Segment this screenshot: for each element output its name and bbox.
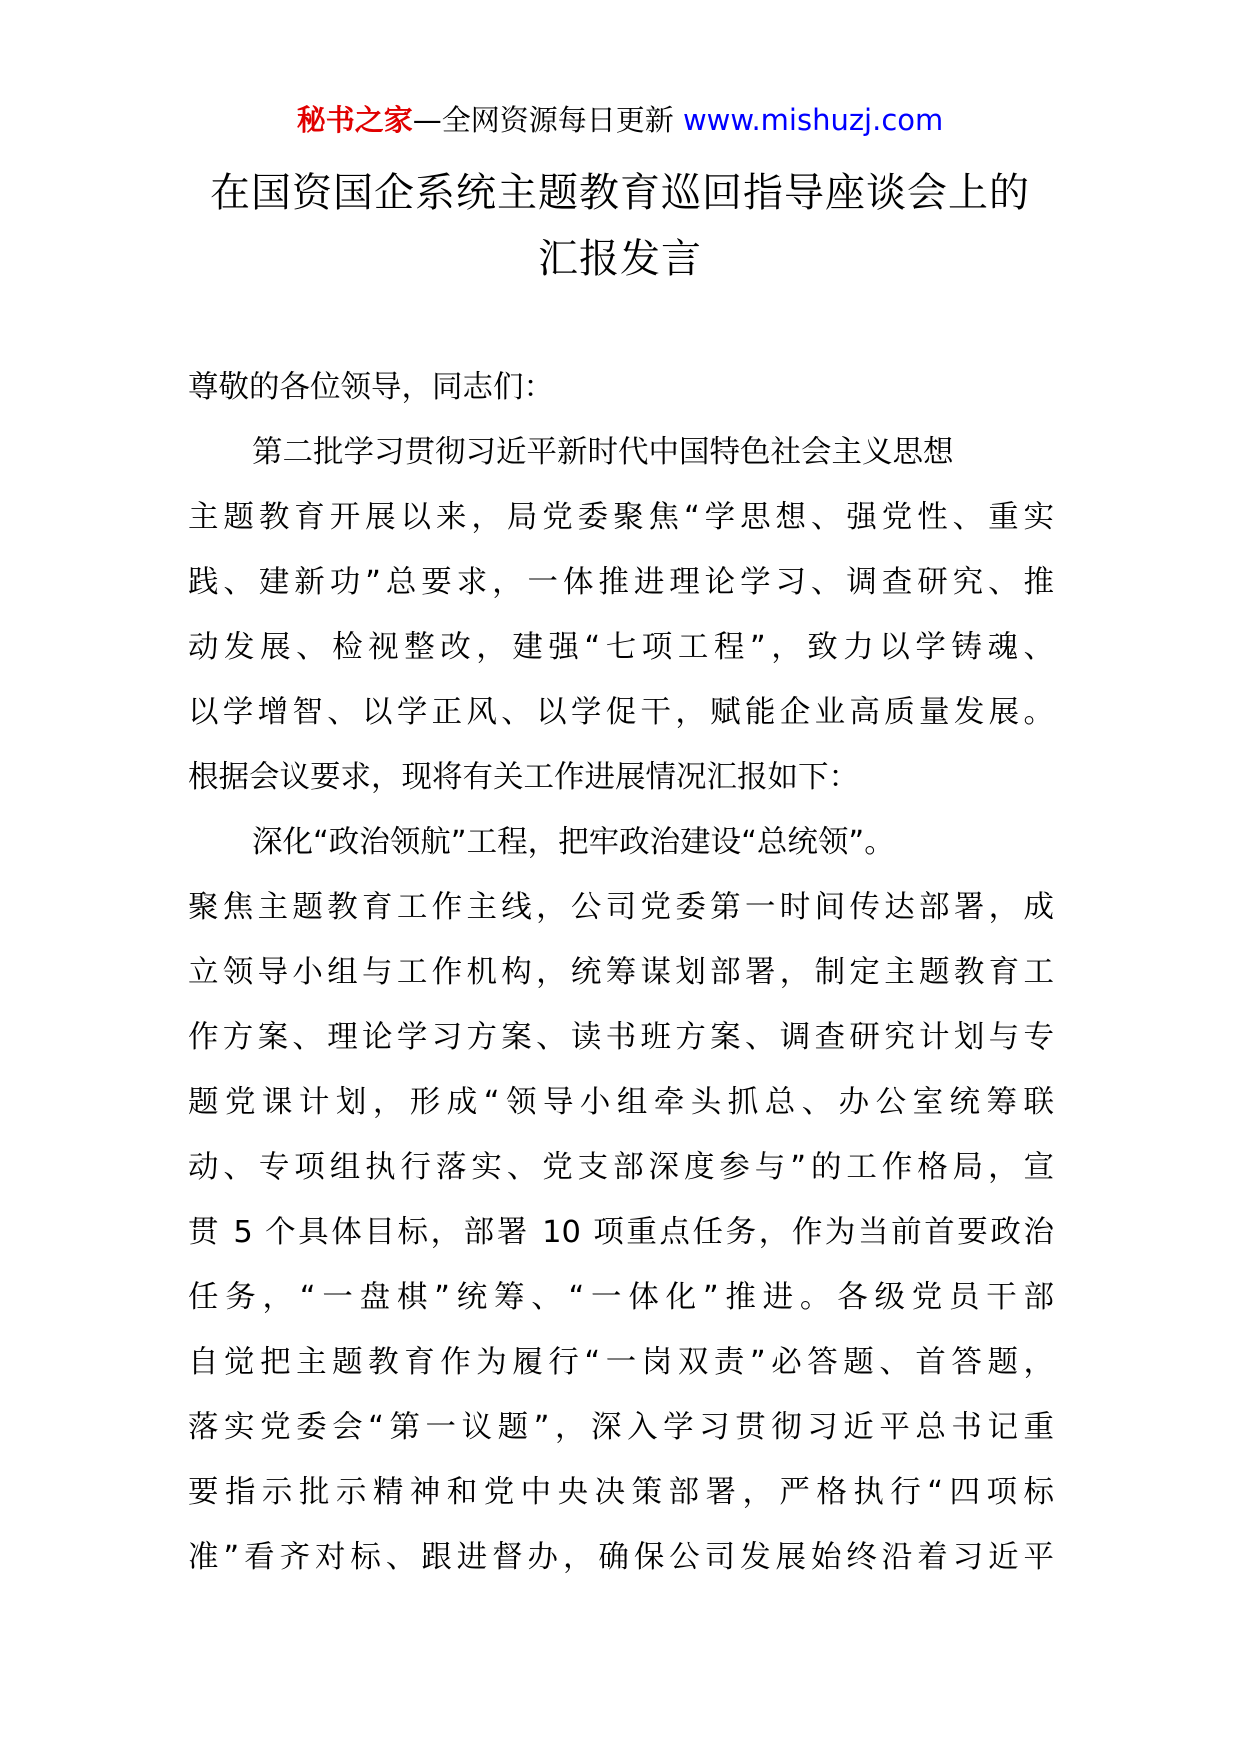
body-line: 以学增智、以学正风、以学促干，赋能企业高质量发展。 (188, 695, 1054, 730)
title-line-1: 在国资国企系统主题教育巡回指导座谈会上的 (210, 170, 1030, 216)
site-url-link[interactable]: www.mishuzj.com (682, 103, 944, 137)
body-line: 作方案、理论学习方案、读书班方案、调查研究计划与专 (188, 1020, 1054, 1055)
document-body (188, 355, 1054, 1590)
body-line: 准”看齐对标、跟进督办，确保公司发展始终沿着习近平 (188, 1540, 1054, 1575)
site-header (0, 100, 1240, 140)
brand-name: 秘书之家 (296, 103, 413, 137)
body-line: 任务，“一盘棋”统筹、“一体化”推进。各级党员干部 (188, 1280, 1054, 1315)
body-line: 要指示批示精神和党中央决策部署，严格执行“四项标 (188, 1475, 1054, 1510)
body-line: 立领导小组与工作机构，统筹谋划部署，制定主题教育工 (188, 955, 1054, 990)
body-line: 第二批学习贯彻习近平新时代中国特色社会主义思想 (252, 435, 954, 470)
section-heading-line: 深化“政治领航”工程，把牢政治建设“总统领”。 (252, 825, 895, 860)
body-line: 自觉把主题教育作为履行“一岗双责”必答题、首答题， (188, 1345, 1054, 1380)
body-line: 题党课计划，形成“领导小组牵头抓总、办公室统筹联 (188, 1085, 1054, 1120)
header-slogan: —全网资源每日更新 (412, 103, 683, 137)
body-line: 落实党委会“第一议题”，深入学习贯彻习近平总书记重 (188, 1410, 1054, 1445)
body-line: 主题教育开展以来，局党委聚焦“学思想、强党性、重实 (188, 500, 1054, 535)
body-line: 动、专项组执行落实、党支部深度参与”的工作格局，宣 (188, 1150, 1054, 1185)
title-line-2: 汇报发言 (538, 236, 702, 282)
body-line: 动发展、检视整改，建强“七项工程”，致力以学铸魂、 (188, 630, 1054, 665)
body-line: 贯 5 个具体目标，部署 10 项重点任务，作为当前首要政治 (188, 1215, 1054, 1250)
salutation: 尊敬的各位领导，同志们： (188, 370, 554, 405)
document-title (150, 160, 1090, 292)
body-line: 践、建新功”总要求，一体推进理论学习、调查研究、推 (188, 565, 1054, 600)
body-line: 聚焦主题教育工作主线，公司党委第一时间传达部署，成 (188, 890, 1054, 925)
body-line: 根据会议要求，现将有关工作进展情况汇报如下： (188, 760, 859, 795)
